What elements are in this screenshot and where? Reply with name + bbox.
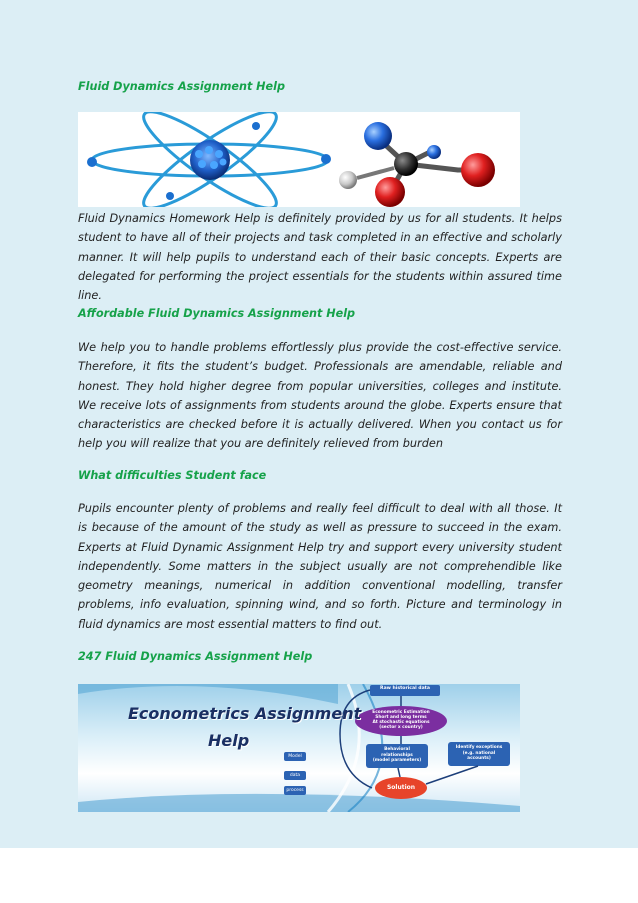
paragraph-intro: Fluid Dynamics Homework Help is definitely provided by us for all students. It helps student to have all of their projects and task completed in an effective and scholarly manner. It will help pupils to understand each of their basic concepts. Experts are delegated for performing the project essentials for the students within assured time line. bbox=[78, 212, 562, 303]
box-estimation bbox=[361, 710, 441, 730]
section-heading-difficulties: What difficulties Student face bbox=[78, 469, 267, 482]
behavioral-line: Behavioral bbox=[384, 747, 410, 752]
exceptions-line: Identify exceptions bbox=[455, 745, 503, 750]
banner-title bbox=[128, 704, 361, 750]
atom-molecule-image bbox=[78, 112, 520, 207]
box-behavioral bbox=[366, 747, 428, 764]
box-exceptions bbox=[448, 745, 510, 762]
banner-title-line2: Help bbox=[208, 731, 250, 750]
box-process: process bbox=[284, 786, 306, 795]
atom-icon bbox=[78, 112, 520, 207]
exceptions-line: accounts) bbox=[467, 756, 491, 761]
paragraph-affordable: We help you to handle problems effortlessly plus provide the cost-effective service. Therefore, it fits the student’s budget. Professionals are amendable, reliable and honest. They hold higher degree from popular universities, colleges and institute. We receive lots of assignments from students around the globe. Experts ensure that characteristics are checked before it is actually delivered. When you contact us for help you will realize that you are definitely relieved from burden bbox=[78, 341, 562, 451]
behavioral-line: (model parameters) bbox=[372, 758, 422, 763]
exceptions-line: (e.g. national bbox=[462, 750, 496, 756]
econometrics-banner-image bbox=[78, 684, 520, 812]
estimation-line: (sector x country) bbox=[379, 725, 423, 730]
banner-title-line1: Econometrics Assignment bbox=[128, 704, 362, 723]
estimation-line: Short and long terms bbox=[375, 715, 427, 720]
section-heading-affordable: Affordable Fluid Dynamics Assignment Help bbox=[78, 307, 356, 320]
box-model: Model bbox=[284, 752, 306, 761]
estimation-line: At stochastic equations bbox=[372, 720, 430, 725]
paragraph-difficulties: Pupils encounter plenty of problems and really feel difficult to deal with all those. It is because of the amount of the study as well as pressure to succeed in the exam. Experts at Fluid Dynamic Assignment Help try and support every university student independently. Some matters in the subject usually are not comprehendible like geometry meanings, numerical in addition conventional modelling, transfer problems, info evaluation, spinning wind, and so forth. Picture and terminology in fluid dynamics are most essential matters to find out. bbox=[78, 502, 562, 631]
box-solution: Solution bbox=[386, 784, 416, 791]
section-heading-247: 247 Fluid Dynamics Assignment Help bbox=[78, 650, 313, 663]
behavioral-line: relationships bbox=[381, 752, 413, 758]
box-raw-data: Raw historical data bbox=[380, 686, 430, 691]
estimation-line: Econometric Estimation bbox=[372, 710, 430, 715]
box-data: data bbox=[284, 771, 306, 780]
section-heading-fluid-dynamics: Fluid Dynamics Assignment Help bbox=[78, 80, 285, 93]
